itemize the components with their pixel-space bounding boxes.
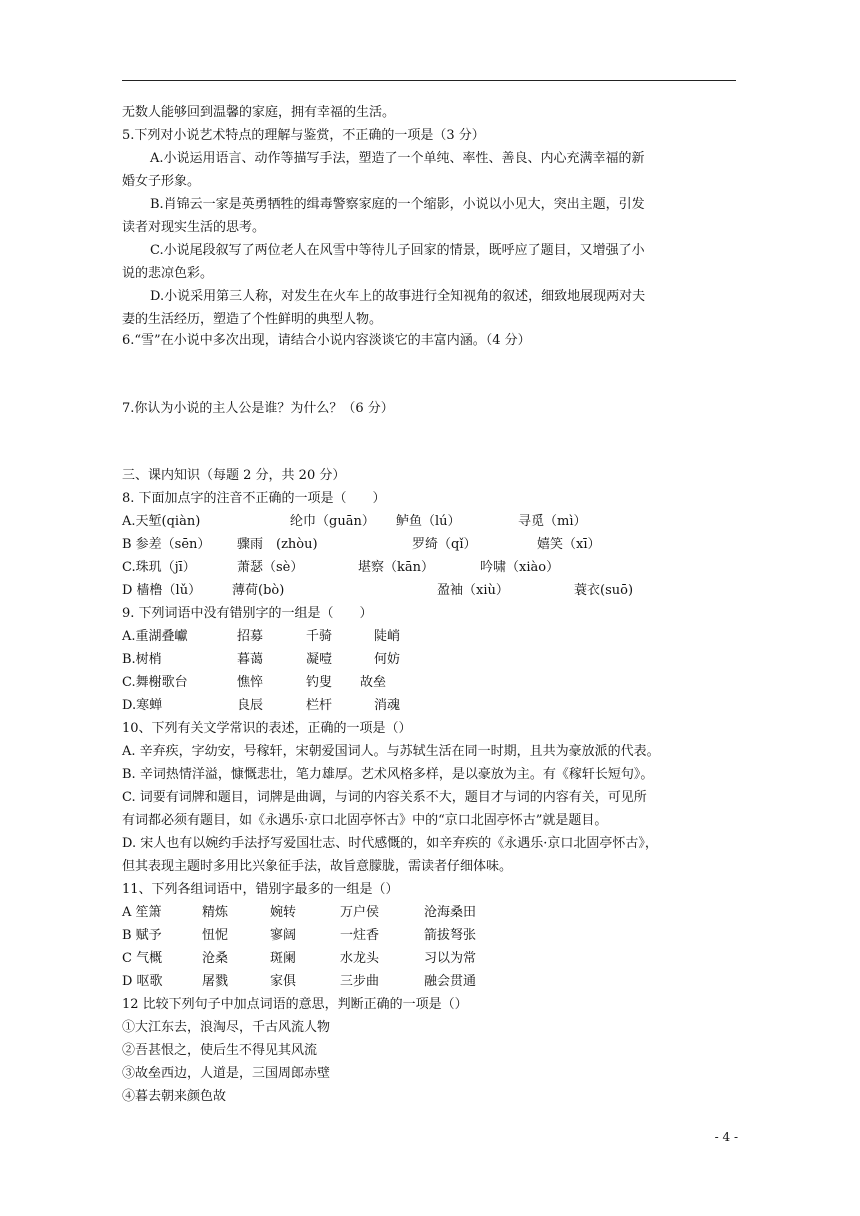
q10-option-c-line2: 有词都必须有题目，如《永遇乐·京口北固亭怀古》中的“京口北固亭怀古”就是题目。 — [122, 813, 608, 828]
q9-cell: 消魂 — [374, 698, 401, 713]
q8-cell: 盈袖（xiù） — [437, 583, 509, 598]
q8-cell: 蓑衣(suō) — [574, 583, 634, 598]
q9-stem: 9. 下列词语中没有错别字的一组是（ ） — [122, 606, 373, 621]
q5-stem: 5.下列对小说艺术特点的理解与鉴赏，不正确的一项是（3 分） — [122, 128, 485, 143]
q6-stem: 6.“雪”在小说中多次出现，请结合小说内容淡谈它的丰富内涵。（4 分） — [122, 333, 531, 348]
q11-cell: 箭拔弩张 — [424, 928, 477, 943]
q11-cell: C 气概 — [122, 951, 163, 966]
q9-cell: 暮蔼 — [237, 652, 264, 667]
q8-cell: 寻觅（mì） — [518, 514, 587, 529]
q5-option-a-line2: 婚女子形象。 — [122, 174, 201, 189]
q10-option-d-line2: 但其表现主题时多用比兴象征手法，故旨意朦胧，需读者仔细体味。 — [122, 859, 513, 874]
q8-cell: 吟啸（xiào） — [480, 560, 560, 575]
q11-cell: 家俱 — [270, 974, 297, 989]
q9-cell: 故垒 — [360, 675, 387, 690]
q10-option-c-line1: C. 词要有词牌和题目，词牌是曲调，与词的内容关系不大，题目才与词的内容有关，可见所 — [122, 790, 647, 805]
q11-cell: 忸怩 — [202, 928, 229, 943]
q8-cell: 薄荷(bò) — [232, 583, 285, 598]
q8-cell: 罗绮（qǐ） — [412, 537, 477, 552]
q12-sentence: ②吾甚恨之，使后生不得见其风流 — [122, 1043, 318, 1058]
q11-cell: B 赋予 — [122, 928, 162, 943]
q8-cell: A.天堑(qiàn) — [122, 514, 201, 529]
q5-option-d-line1: D.小说采用第三人称，对发生在火车上的故事进行全知视角的叙述，细致地展现两对夫 — [150, 289, 646, 304]
q10-option-d-line1: D. 宋人也有以婉约手法抒写爱国壮志、时代感慨的，如辛弃疾的《永遇乐·京口北固亭怀古》， — [122, 836, 658, 851]
q12-sentence: ③故垒西边，人道是，三国周郎赤壁 — [122, 1066, 331, 1081]
q9-cell: 何妨 — [374, 652, 401, 667]
q11-cell: 寥阔 — [270, 928, 297, 943]
q9-cell: B.树梢 — [122, 652, 162, 667]
q9-cell: 钓叟 — [306, 675, 333, 690]
q5-option-a-line1: A.小说运用语言、动作等描写手法，塑造了一个单纯、率性、善良、内心充满幸福的新 — [150, 151, 645, 166]
q8-cell: 鲈鱼（lú） — [396, 514, 461, 529]
q5-option-d-line2: 妻的生活经历，塑造了个性鲜明的典型人物。 — [122, 312, 383, 327]
q8-cell: B 参差（sēn） — [122, 537, 211, 552]
q8-stem: 8. 下面加点字的注音不正确的一项是（ ） — [122, 491, 386, 506]
q5-option-b-line1: B.肖锦云一家是英勇牺牲的缉毒警察家庭的一个缩影，小说以小见大，突出主题，引发 — [150, 197, 645, 212]
q5-option-b-line2: 读者对现实生活的思考。 — [122, 220, 266, 235]
q10-stem: 10、下列有关文学常识的表述，正确的一项是（） — [122, 721, 412, 736]
section-3-heading: 三、课内知识（每题 2 分，共 20 分） — [122, 468, 346, 483]
q5-option-c-line2: 说的悲凉色彩。 — [122, 266, 214, 281]
q9-cell: D.寒蝉 — [122, 698, 163, 713]
q9-cell: C.舞榭歌台 — [122, 675, 188, 690]
q11-cell: 沧桑 — [202, 951, 229, 966]
q4-continuation: 无数人能够回到温馨的家庭，拥有幸福的生活。 — [122, 105, 396, 120]
q11-cell: 习以为常 — [424, 951, 477, 966]
q8-cell: 嬉笑（xī） — [537, 537, 601, 552]
q11-cell: D 呕歌 — [122, 974, 163, 989]
q12-sentence: ④暮去朝来颜色故 — [122, 1089, 227, 1104]
q9-cell: 千骑 — [306, 629, 333, 644]
q10-option-b: B. 辛词热情洋溢，慷慨悲壮，笔力雄厚。艺术风格多样，是以豪放为主。有《稼轩长短句》。 — [122, 767, 654, 782]
q12-stem: 12 比较下列句子中加点词语的意思，判断正确的一项是（） — [122, 997, 468, 1012]
q11-cell: A 笙箫 — [122, 905, 162, 920]
q11-cell: 屠戮 — [202, 974, 229, 989]
q9-cell: 栏杆 — [306, 698, 333, 713]
q8-cell: D 樯橹（lǔ） — [122, 583, 202, 598]
q9-cell: 憔悴 — [237, 675, 264, 690]
q9-cell: 招募 — [237, 629, 264, 644]
q9-cell: A.重湖叠巘 — [122, 629, 188, 644]
q9-cell: 陡峭 — [374, 629, 401, 644]
page-number: - 4 - — [714, 1130, 738, 1144]
q11-cell: 精炼 — [202, 905, 229, 920]
q11-cell: 万户侯 — [340, 905, 380, 920]
q8-cell: 堪察（kān） — [358, 560, 435, 575]
q11-cell: 沧海桑田 — [424, 905, 477, 920]
q11-cell: 婉转 — [270, 905, 297, 920]
header-rule — [122, 80, 736, 81]
q8-cell: C.珠玑（jī） — [122, 560, 196, 575]
q11-cell: 水龙头 — [340, 951, 380, 966]
q9-cell: 凝噎 — [306, 652, 333, 667]
q11-cell: 斑阑 — [270, 951, 297, 966]
q11-stem: 11、下列各组词语中，错别字最多的一组是（） — [122, 882, 399, 897]
q10-option-a: A. 辛弃疾，字幼安，号稼轩，宋朝爱国词人。与苏轼生活在同一时期，且共为豪放派的代表。 — [122, 744, 660, 759]
q11-cell: 融会贯通 — [424, 974, 477, 989]
q12-sentence: ①大江东去，浪淘尽，千古风流人物 — [122, 1020, 331, 1035]
q11-cell: 一炷香 — [340, 928, 380, 943]
q9-cell: 良辰 — [237, 698, 264, 713]
q5-option-c-line1: C.小说尾段叙写了两位老人在风雪中等待儿子回家的情景，既呼应了题目，又增强了小 — [150, 243, 645, 258]
q7-stem: 7.你认为小说的主人公是谁？为什么？（6 分） — [122, 401, 394, 416]
q11-cell: 三步曲 — [340, 974, 380, 989]
q8-cell: 萧瑟（sè） — [237, 560, 304, 575]
q8-cell: 纶巾（guān） — [290, 514, 375, 529]
q8-cell: 骤雨 (zhòu) — [237, 537, 318, 552]
